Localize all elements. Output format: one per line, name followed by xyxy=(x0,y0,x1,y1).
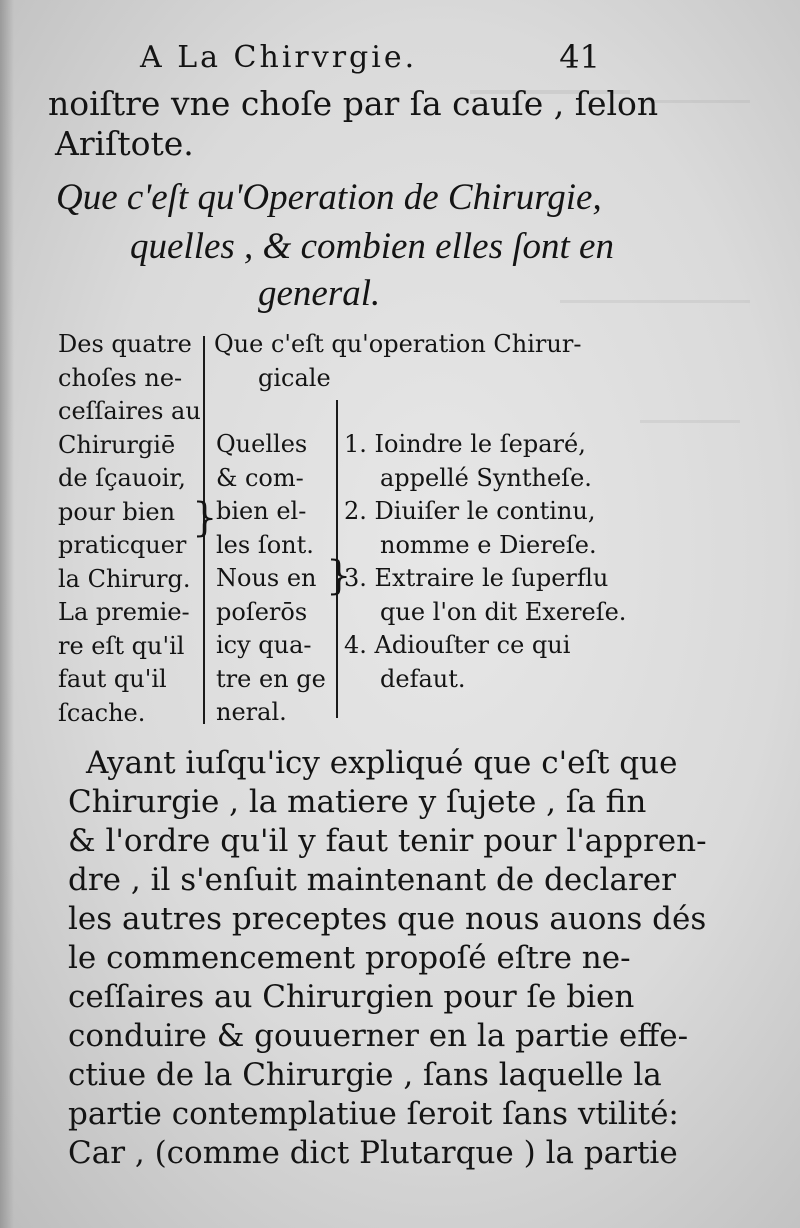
table-cell: faut qu'il xyxy=(58,665,167,693)
body-line: les autres preceptes que nous auons dés xyxy=(68,901,707,937)
body-line: Ayant iuſqu'icy expliqué que c'eſt que xyxy=(86,745,678,781)
running-header xyxy=(140,40,600,84)
table-cell: ceſſaires au xyxy=(58,397,201,425)
section-title-line: quelles , & combien elles ſont en xyxy=(130,226,614,267)
section-title-line: Que c'eſt qu'Operation de Chirurgie, xyxy=(56,177,602,218)
table-cell: poſerōs xyxy=(216,597,308,626)
table-cell: Des quatre xyxy=(58,330,192,358)
table-cell: Nous en xyxy=(216,564,317,592)
table-cell: & com- xyxy=(216,463,304,492)
page-edge-shadow xyxy=(0,0,14,1228)
body-line: le commencement propoſé eſtre ne- xyxy=(68,940,631,976)
table-cell: Chirurgiē xyxy=(58,430,176,459)
table-cell: 4. Adiouſter ce qui xyxy=(344,631,571,659)
table-cell: appellé Syntheſe. xyxy=(380,463,592,492)
body-line: partie contemplatiue ſeroit ſans vtilité: xyxy=(68,1096,679,1132)
table-column-middle-top xyxy=(214,328,581,395)
table-cell: defaut. xyxy=(380,664,466,693)
section-title-line: general. xyxy=(258,273,381,314)
running-head-title: A La Chirvrgie. xyxy=(140,40,418,75)
table-cell: icy qua- xyxy=(216,631,312,659)
body-line: Chirurgie , la matiere y ſujete , ſa fin xyxy=(68,784,647,820)
table-cell: de ſçauoir, xyxy=(58,464,186,492)
table-cell: gicale xyxy=(258,363,331,392)
table-column-right xyxy=(344,428,626,696)
table-cell: ſcache. xyxy=(58,698,146,727)
brace-large-point: } xyxy=(192,495,218,541)
table-cell: pour bien xyxy=(58,497,176,526)
table-cell: re eſt qu'il xyxy=(58,631,185,660)
table-cell: choſes ne- xyxy=(58,363,183,392)
table-cell: la Chirurg. xyxy=(58,564,191,593)
table-cell: praticquer xyxy=(58,531,187,559)
intro-line: noiſtre vne choſe par ſa cauſe , ſelon xyxy=(48,84,659,123)
show-through-mark xyxy=(560,300,750,303)
table-cell: que l'on dit Exereſe. xyxy=(380,597,627,626)
table-column-middle xyxy=(216,428,326,730)
body-line: conduire & gouuerner en la partie effe- xyxy=(68,1018,689,1054)
table-cell: les ſont. xyxy=(216,530,314,559)
body-line: & l'ordre qu'il y faut tenir pour l'appren- xyxy=(68,823,707,859)
table-cell: nomme e Diereſe. xyxy=(380,530,597,559)
table-cell: 2. Diuiſer le continu, xyxy=(344,497,596,525)
brace-small-point: } xyxy=(326,553,352,599)
body-line: ctiue de la Chirurgie , ſans laquelle la xyxy=(68,1057,662,1093)
body-line: ceſſaires au Chirurgien pour ſe bien xyxy=(68,979,635,1015)
table-cell: tre en ge xyxy=(216,664,326,693)
table-cell: Que c'eſt qu'operation Chirur- xyxy=(214,330,582,358)
table-cell: neral. xyxy=(216,698,287,726)
body-paragraph xyxy=(68,744,707,1173)
table-cell: bien el- xyxy=(216,497,307,525)
body-line: Car , (comme dict Plutarque ) la partie xyxy=(68,1135,678,1171)
table-cell: 3. Extraire le ſuperflu xyxy=(344,564,609,592)
table-cell: Quelles xyxy=(216,430,308,458)
page-number: 41 xyxy=(559,38,600,76)
table-cell: 1. Ioindre le ſeparé, xyxy=(344,430,586,458)
intro-line: Ariſtote. xyxy=(55,124,194,163)
table-cell: La premie- xyxy=(58,598,190,626)
show-through-mark xyxy=(640,420,740,423)
table-column-left xyxy=(58,328,201,730)
body-line: dre , il s'enſuit maintenant de declarer xyxy=(68,862,676,898)
